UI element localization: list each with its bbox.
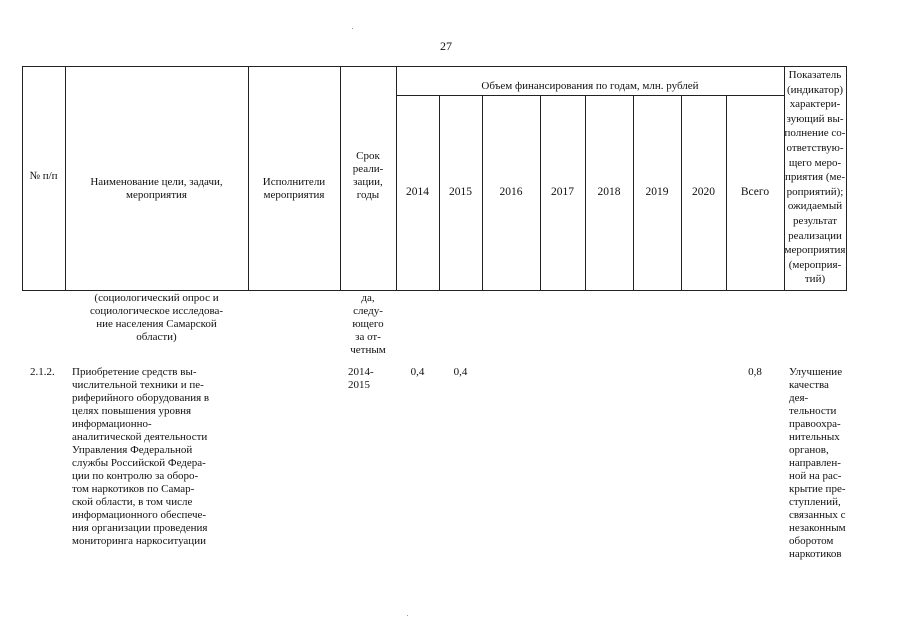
row-indicator-line: ной на рас-	[789, 470, 842, 482]
scan-speck	[352, 28, 353, 29]
continuation-term	[340, 292, 396, 357]
row-name-line: аналитической деятельности	[72, 431, 208, 443]
header-indicator-line: результат	[792, 214, 838, 227]
continuation-term-line: четным	[350, 344, 386, 356]
header-indicator-line: полнение со-	[784, 127, 846, 140]
row-indicator-line: правоохра-	[789, 418, 841, 430]
header-indicator-line: реализации	[788, 229, 842, 242]
continuation-name-line: ние населения Самарской	[96, 318, 217, 330]
header-year-2015: 2015	[449, 186, 472, 198]
header-funding: Объем финансирования по годам, млн. рублей	[481, 80, 699, 92]
row-name-line: Приобретение средств вы-	[72, 366, 197, 378]
continuation-name-line: социологическое исследова-	[89, 305, 224, 317]
row-name-line: информационного обеспече-	[72, 509, 207, 521]
header-indicator-line: тий)	[804, 273, 826, 286]
continuation-term-line: следу-	[353, 305, 383, 317]
header-total: Всего	[740, 186, 770, 198]
row-value-total: 0,8	[748, 366, 762, 378]
continuation-term-line: ющего	[352, 318, 384, 330]
continuation-term-line: да,	[361, 292, 375, 304]
row-indicator-line: направлен-	[789, 457, 841, 469]
row-value-2014: 0,4	[410, 366, 425, 378]
header-indicator-line: мероприятия	[784, 244, 846, 257]
header-indicator-line: щего меро-	[788, 156, 842, 169]
table-top-border	[22, 66, 847, 67]
row-number: 2.1.2.	[30, 366, 55, 378]
row-indicator-line: крытие пре-	[789, 483, 846, 495]
header-indicator-line: характери-	[789, 98, 841, 111]
header-term-line: реали-	[352, 163, 384, 175]
row-name	[72, 366, 248, 548]
row-indicator-line: связанных с	[789, 509, 846, 521]
header-indicator-line: ответствую-	[786, 141, 844, 154]
continuation-name-line: (социологический опрос и	[94, 292, 219, 304]
page-number: 27	[440, 39, 452, 53]
header-name-line: мероприятия	[126, 189, 187, 201]
col-border	[396, 66, 397, 290]
header-name	[65, 176, 248, 202]
header-year-2014: 2014	[406, 186, 429, 198]
row-indicator-line: наркотиков	[789, 548, 842, 560]
header-indicator-line: приятия (ме-	[784, 171, 845, 184]
header-indicator-line: роприятий);	[786, 185, 844, 198]
row-indicator-line: ступлений,	[789, 496, 841, 508]
row-indicator	[789, 366, 849, 561]
row-indicator-line: незаконным	[789, 522, 846, 534]
row-name-line: том наркотиков по Самар-	[72, 483, 195, 495]
row-indicator-line: оборотом	[789, 535, 834, 547]
header-term-line: зации,	[353, 176, 383, 188]
header-year-2018: 2018	[597, 186, 621, 198]
header-year-2016: 2016	[499, 186, 523, 198]
continuation-term-line: за от-	[355, 331, 381, 343]
row-indicator-line: Улучшение	[789, 366, 843, 378]
header-year-2017: 2017	[551, 186, 574, 198]
header-indicator-line: (индикатор)	[786, 83, 844, 96]
row-term-line: 2014-	[348, 366, 374, 378]
header-year-2020: 2020	[692, 186, 715, 198]
header-executors-line: Исполнители	[262, 176, 326, 188]
header-term	[340, 150, 396, 202]
header-term-line: годы	[356, 189, 380, 201]
header-indicator-line: ожидаемый	[787, 200, 843, 213]
col-border	[846, 66, 847, 290]
row-name-line: Управления Федеральной	[72, 444, 193, 456]
row-indicator-line: органов,	[789, 444, 829, 456]
header-year-2019: 2019	[645, 186, 669, 198]
row-name-line: ской области, в том числе	[72, 496, 193, 508]
header-indicator	[784, 68, 846, 287]
table-header-bottom-border	[22, 290, 847, 291]
row-indicator-line: качества дея-	[789, 379, 829, 404]
row-term-line: 2015	[348, 379, 370, 391]
header-number: № п/п	[29, 170, 58, 182]
row-name-line: информационно-	[72, 418, 152, 430]
row-value-2015: 0,4	[453, 366, 468, 378]
row-indicator-line: нительных	[789, 431, 840, 443]
row-name-line: мониторинга наркоситуации	[72, 535, 206, 547]
header-indicator-line: Показатель	[788, 69, 842, 81]
continuation-name-line: области)	[136, 331, 177, 343]
row-name-line: риферийного оборудования в	[72, 392, 210, 404]
header-term-line: Срок	[356, 150, 380, 162]
continuation-name	[65, 292, 248, 344]
header-indicator-line: (мероприя-	[788, 258, 842, 271]
row-name-line: ния организации проведения	[72, 522, 208, 534]
row-term	[348, 366, 374, 392]
scan-speck	[407, 615, 408, 616]
header-indicator-line: зующий вы-	[786, 112, 844, 125]
row-indicator-line: тельности	[789, 405, 837, 417]
header-executors	[248, 176, 340, 202]
row-name-line: службы Российской Федера-	[72, 457, 206, 469]
row-name-line: числительной техники и пе-	[72, 379, 204, 391]
header-name-line: Наименование цели, задачи,	[90, 176, 223, 188]
header-executors-line: мероприятия	[263, 189, 325, 201]
row-name-line: ции по контролю за оборо-	[72, 470, 199, 482]
row-name-line: целях повышения уровня	[72, 405, 192, 417]
